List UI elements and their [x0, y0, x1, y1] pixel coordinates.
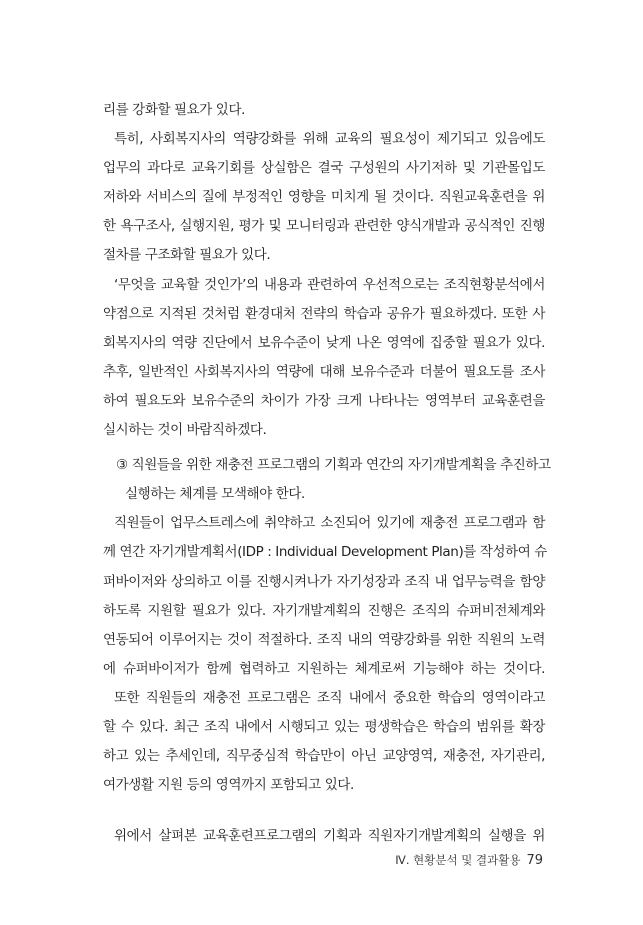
paragraph-line: 또한 직원들의 재충전 프로그램은 조직 내에서 중요한 학습의 영역이라고	[114, 689, 545, 706]
paragraph-line: 연동되어 이루어지는 것이 적절하다. 조직 내의 역량강화를 위한 직원의 노력	[103, 631, 545, 648]
paragraph-line: 위에서 살펴본 교육훈련프로그램의 기획과 직원자기개발계획의 실행을 위	[114, 828, 545, 845]
paragraph-line: 할 수 있다. 최근 조직 내에서 시행되고 있는 평생학습은 학습의 범위를 확장	[103, 718, 545, 735]
paragraph-line: 특히, 사회복지사의 역량강화를 위해 교육의 필요성이 제기되고 있음에도	[114, 131, 545, 148]
paragraph-line: 한 욕구조사, 실행지원, 평가 및 모니터링과 관련한 양식개발과 공식적인 진행	[103, 218, 545, 235]
footer-section-title: Ⅳ. 현황분석 및 결과활용	[395, 853, 521, 867]
paragraph-line: 에 슈퍼바이저가 함께 협력하고 지원하는 체계로써 기능해야 하는 것이다.	[103, 660, 545, 677]
paragraph-line: 추후, 일반적인 사회복지사의 역량에 대해 보유수준과 더불어 필요도를 조사	[103, 363, 545, 380]
paragraph-line: 업무의 과다로 교육기회를 상실함은 결국 구성원의 사기저하 및 기관몰입도	[103, 160, 545, 177]
page-number: 79	[526, 853, 543, 868]
paragraph-line: 실시하는 것이 바람직하겠다.	[103, 422, 267, 439]
paragraph-line: 하고 있는 추세인데, 직무중심적 학습만이 아닌 교양영역, 재충전, 자기관리,	[103, 748, 545, 765]
paragraph-line: ‘무엇을 교육할 것인가’의 내용과 관련하여 우선적으로는 조직현황분석에서	[114, 276, 545, 293]
paragraph-line: 하여 필요도와 보유수준의 차이가 가장 크게 나타나는 영역부터 교육훈련을	[103, 392, 545, 409]
paragraph-gap	[103, 800, 545, 822]
numbered-item-heading: ③ 직원들을 위한 재충전 프로그램의 기획과 연간의 자기개발계획을 추진하고	[116, 457, 551, 474]
paragraph-line: 하도록 지원할 필요가 있다. 자기개발계획의 진행은 조직의 슈퍼비전체계와	[103, 602, 545, 619]
paragraph-line: 약점으로 지적된 것처럼 환경대처 전략의 학습과 공유가 필요하겠다. 또한 사	[103, 305, 545, 322]
numbered-item-heading-continued: 실행하는 체계를 모색해야 한다.	[125, 486, 305, 503]
paragraph-line: 저하와 서비스의 질에 부정적인 영향을 미치게 될 것이다. 직원교육훈련을 위	[103, 189, 545, 206]
paragraph-line: 퍼바이저와 상의하고 이를 진행시켜나가 자기성장과 조직 내 업무능력을 함양	[103, 573, 545, 590]
page-footer	[395, 852, 543, 868]
paragraph-line: 절차를 구조화할 필요가 있다.	[103, 247, 271, 264]
paragraph-line: 리를 강화할 필요가 있다.	[103, 102, 245, 118]
paragraph-line: 회복지사의 역량 진단에서 보유수준이 낮게 나온 영역에 집중할 필요가 있다.	[103, 334, 545, 351]
paragraph-line: 여가생활 지원 등의 영역까지 포함되고 있다.	[103, 777, 354, 794]
paragraph-line: 께 연간 자기개발계획서(IDP : Individual Development Plan)를 작성하여 슈	[103, 544, 547, 561]
body-text	[103, 96, 551, 851]
paragraph-line: 직원들이 업무스트레스에 취약하고 소진되어 있기에 재충전 프로그램과 함	[114, 515, 545, 532]
